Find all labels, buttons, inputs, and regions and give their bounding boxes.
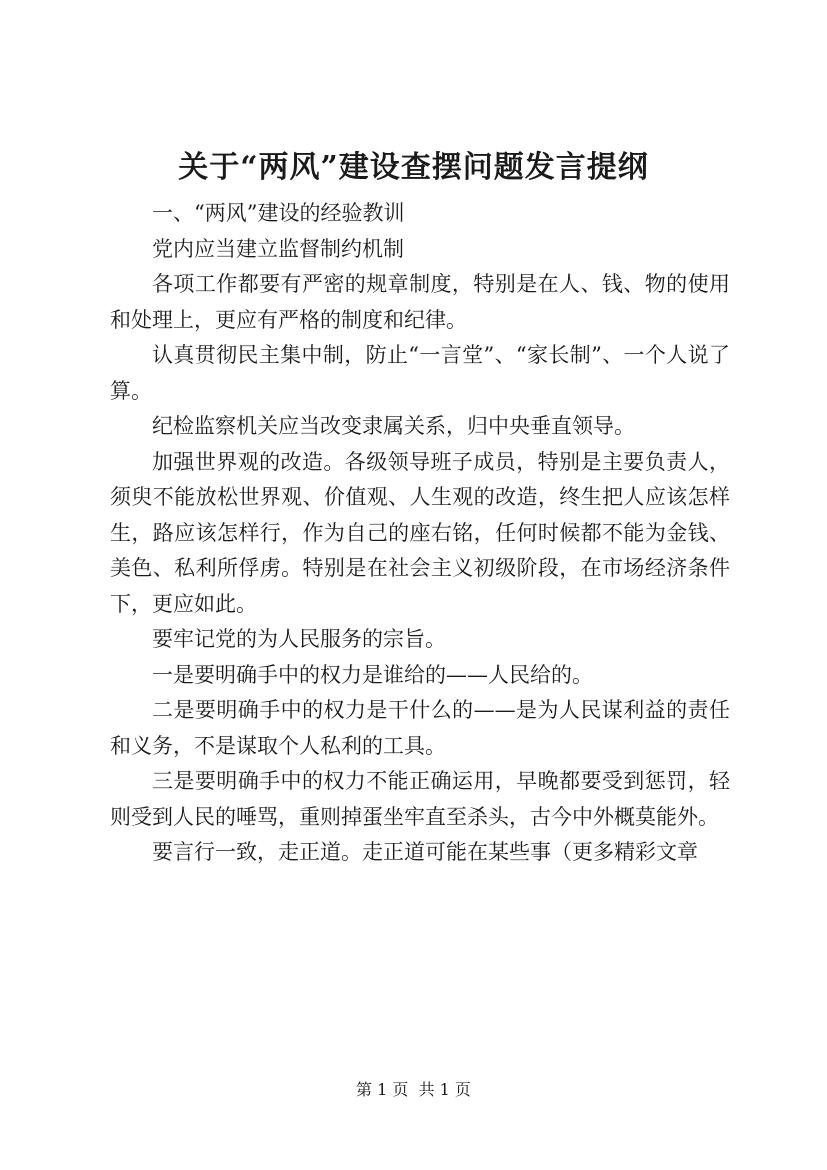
page-number: 第 1 页 共 1 页 (356, 1080, 471, 1099)
document-title: 关于“两风”建设查摆问题发言提纲 (178, 150, 649, 185)
body-paragraph: 二是要明确手中的权力是干什么的——是为人民谋利益的责任和义务，不是谋取个人私利的工具。 (110, 698, 730, 758)
body-paragraph: 党内应当建立监督制约机制 (152, 236, 404, 261)
body-paragraph: 认真贯彻民主集中制，防止“一言堂”、“家长制”、一个人说了算。 (110, 343, 730, 403)
body-paragraph: 加强世界观的改造。各级领导班子成员，特别是主要负责人，须臾不能放松世界观、价值观、人生观的改造，终生把人应该怎样生，路应该怎样行，作为自己的座右铭，任何时候都不能为金钱、美色、私利所俘虏。特别是在社会主义初级阶段，在市场经济条件下，更应如此。 (110, 449, 730, 616)
body-paragraph: 各项工作都要有严密的规章制度，特别是在人、钱、物的使用和处理上，更应有严格的制度和纪律。 (110, 272, 730, 332)
document-body (110, 196, 730, 871)
page-footer (0, 1080, 827, 1100)
body-paragraph: 纪检监察机关应当改变隶属关系，归中央垂直领导。 (152, 414, 635, 438)
body-paragraph: 要言行一致，走正道。走正道可能在某些事（更多精彩文章 (152, 840, 698, 864)
section-heading: 一、“两风”建设的经验教训 (152, 201, 405, 225)
body-paragraph: 三是要明确手中的权力不能正确运用，早晚都要受到惩罚，轻则受到人民的唾骂，重则掉蛋坐牢直至杀头，古今中外概莫能外。 (110, 769, 730, 829)
body-paragraph: 要牢记党的为人民服务的宗旨。 (152, 627, 446, 651)
body-paragraph: 一是要明确手中的权力是谁给的——人民给的。 (152, 662, 593, 687)
